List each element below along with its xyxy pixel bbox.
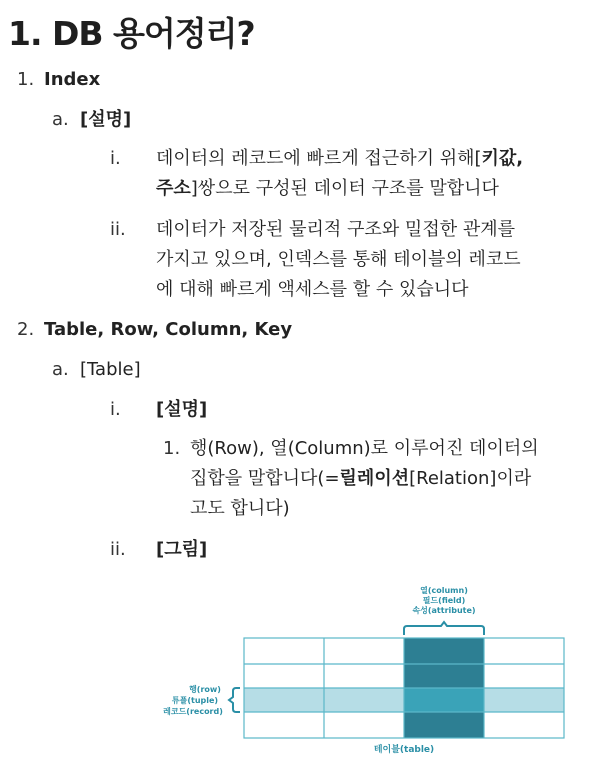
list-marker: 1. — [163, 438, 181, 459]
subheading-description: [설명] — [156, 399, 208, 420]
subheading-figure: [그림] — [156, 539, 208, 560]
paragraph-line: 데이터가 저장된 물리적 구조와 밀접한 관계를 — [156, 219, 515, 240]
column-brace — [404, 622, 484, 635]
bold-text: 주소 — [156, 178, 191, 199]
list-marker: ii. — [110, 539, 126, 560]
attribute-label: 속성(attribute) — [412, 606, 476, 615]
paragraph-line: 에 대해 빠르게 액세스를 할 수 있습니다 — [156, 279, 469, 300]
text: ]쌍으로 구성된 데이터 구조를 말합니다 — [190, 178, 499, 199]
list-marker: i. — [110, 399, 121, 420]
table-label: 테이블(table) — [373, 745, 435, 755]
text: 데이터의 레코드에 빠르게 접근하기 위해[ — [156, 148, 482, 169]
tuple-label: 튜플(tuple) — [171, 696, 219, 705]
section-heading-table: Table, Row, Column, Key — [44, 319, 293, 340]
paragraph-line: 고도 합니다) — [190, 498, 290, 519]
paragraph-line: 가지고 있으며, 인덱스를 통해 테이블의 레코드 — [156, 249, 521, 270]
field-label: 필드(field) — [422, 596, 466, 605]
text: 집합을 말합니다(= — [190, 468, 340, 489]
row-brace — [229, 688, 240, 712]
table-grid — [244, 638, 564, 738]
paragraph-line — [156, 144, 523, 174]
bold-text: 키값, — [481, 148, 524, 169]
record-label: 레코드(record) — [163, 707, 223, 716]
column-label: 열(column) — [420, 586, 468, 595]
bold-text: 릴레이션 — [339, 468, 410, 489]
text: [Relation]이라 — [409, 468, 532, 489]
list-marker: 2. — [17, 319, 35, 340]
paragraph-line — [190, 464, 531, 494]
paragraph-line: 행(Row), 열(Column)로 이루어진 데이터의 — [190, 438, 539, 459]
list-marker: a. — [52, 359, 69, 380]
subheading-table: [Table] — [80, 359, 141, 380]
table-diagram — [160, 580, 580, 765]
list-marker: 1. — [17, 69, 35, 90]
subheading-description: [설명] — [80, 109, 132, 130]
list-marker: ii. — [110, 219, 126, 240]
section-heading-index: Index — [44, 69, 101, 90]
row-label: 행(row) — [189, 685, 221, 694]
page-title: 1. DB 용어정리? — [8, 14, 255, 53]
list-marker: i. — [110, 148, 121, 169]
intersection-cell — [404, 688, 484, 712]
list-marker: a. — [52, 109, 69, 130]
paragraph-line — [156, 174, 499, 204]
